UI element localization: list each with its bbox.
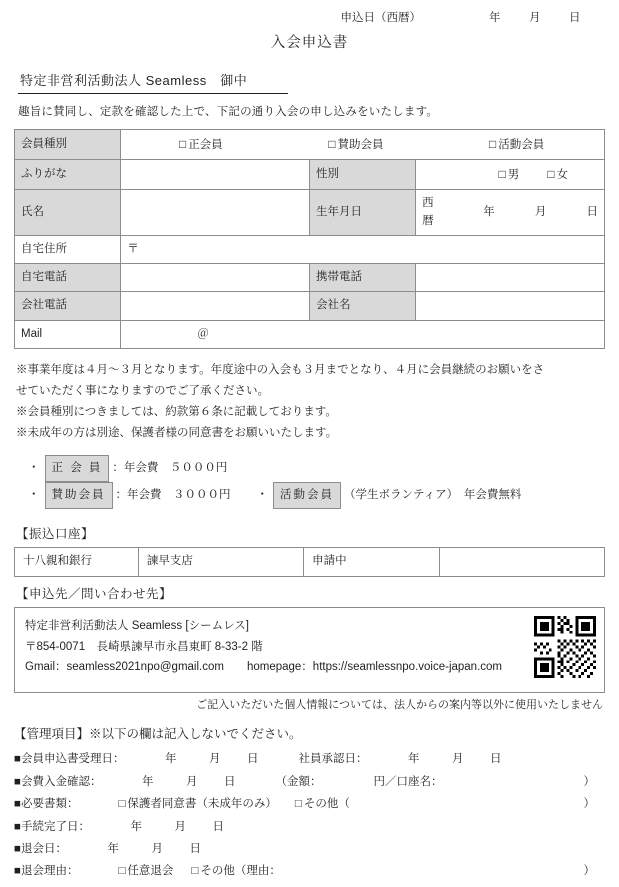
fee-chip-regular: 正 会 員 (45, 455, 110, 482)
table-row (15, 129, 605, 159)
company-name-label: 会社名 (309, 292, 415, 320)
checkbox-male[interactable]: □ 男 (499, 165, 520, 184)
contact-box (14, 607, 605, 693)
bank-table (14, 547, 605, 576)
mail-input[interactable] (121, 320, 605, 348)
checkbox-guardian-consent[interactable]: □ 保護者同意書（未成年のみ） (118, 793, 276, 815)
fee-chip-supporting: 賛助会員 (45, 482, 113, 509)
checkbox-regular-member[interactable]: □ 正会員 (179, 135, 223, 154)
table-row (15, 190, 605, 236)
zip-mark: 〒 (127, 242, 139, 255)
table-row (15, 320, 605, 348)
birth-era-label: 西暦 (422, 197, 434, 227)
home-address-label: 自宅住所 (15, 235, 121, 263)
fee-text-active: （学生ボランティア） 年会費無料 (344, 488, 522, 501)
application-date-label: 申込日（西暦） (340, 12, 421, 24)
note-line: せていただく事になりますのでご了承ください。 (16, 384, 269, 397)
checkbox-female[interactable]: □ 女 (547, 165, 568, 184)
home-tel-label: 自宅電話 (15, 264, 121, 292)
fee-row-supporting: ・ 賛助会員 ：年会費 ３０００円 ・ 活動会員 （学生ボランティア） 年会費無料 (28, 482, 605, 509)
payment-year: 年 (141, 775, 154, 788)
page-title: 入会申込書 (270, 35, 349, 52)
fee-chip-active: 活動会員 (273, 482, 341, 509)
receipt-day: 日 (246, 753, 259, 766)
home-tel-input[interactable] (121, 264, 310, 292)
birth-month-label: 月 (534, 205, 547, 218)
bank-branch: 諫早支店 (138, 548, 303, 576)
checkbox-other-reason[interactable]: □ その他（理由： (191, 860, 280, 882)
fee-row-regular: ・ 正 会 員 ：年会費 ５０００円 (28, 455, 605, 482)
furigana-input[interactable] (121, 160, 310, 190)
company-tel-input[interactable] (121, 292, 310, 320)
admin-label-completion-date: ■手続完了日： (14, 820, 90, 833)
table-row (15, 235, 605, 263)
receipt-year: 年 (164, 753, 177, 766)
birth-day-label: 日 (586, 205, 599, 218)
bank-status: 申請中 (304, 548, 440, 576)
name-input[interactable] (121, 190, 310, 236)
completion-month: 月 (174, 820, 186, 833)
payment-account-label: 円／口座名： (373, 775, 443, 788)
company-name-input[interactable] (416, 292, 605, 320)
qr-code (534, 616, 596, 678)
member-type-options[interactable] (121, 129, 605, 159)
contact-org: 特定非営利活動法人 Seamless [シームレス] (25, 620, 249, 633)
approval-day: 日 (489, 753, 502, 766)
withdrawal-day: 日 (189, 842, 201, 855)
completion-day: 日 (212, 820, 224, 833)
table-row (15, 160, 605, 190)
receipt-month: 月 (208, 753, 221, 766)
company-tel-label: 会社電話 (15, 292, 121, 320)
contact-address: 〒854-0071 長崎県諫早市永昌東町 8-33-2 階 (25, 640, 263, 653)
approval-month: 月 (451, 753, 464, 766)
admin-label-payment: ■会費入金確認： (14, 775, 102, 788)
application-date-line (14, 10, 605, 27)
gender-label: 性別 (309, 160, 415, 190)
admin-block (14, 722, 605, 883)
lead-paragraph: 趣旨に賛同し、定款を確認した上で、下記の通り入会の申し込みをいたします。 (18, 105, 439, 118)
fee-text-regular: ：年会費 ５０００円 (112, 461, 228, 474)
mobile-tel-input[interactable] (416, 264, 605, 292)
note-line: ※未成年の方は別途、保護者様の同意書をお願いいたします。 (16, 426, 338, 439)
contact-mail-homepage: Gmail：seamless2021npo@gmail.com homepage：https://seamlessnpo.voice-japan.com (25, 660, 503, 673)
furigana-label: ふりがな (15, 160, 121, 190)
gender-options[interactable] (416, 160, 605, 190)
mail-label: Mail (15, 320, 121, 348)
table-row (15, 548, 605, 576)
note-line: ※会員種別につきましては、約款第６条に記載しております。 (16, 405, 337, 418)
mobile-tel-label: 携帯電話 (309, 264, 415, 292)
notes-block (16, 361, 603, 443)
table-row (15, 292, 605, 320)
bank-section-heading: 【振込口座】 (16, 526, 95, 541)
day-unit: 日 (569, 12, 581, 24)
payment-month: 月 (185, 775, 198, 788)
payment-amount-label: （金額： (275, 775, 322, 788)
birthdate-label: 生年月日 (309, 190, 415, 236)
admin-label-approval-date: 社員承認日： (298, 753, 368, 766)
admin-heading: 【管理項目】※以下の欄は記入しないでください。 (14, 726, 302, 741)
addressee (18, 71, 605, 94)
checkbox-active-member[interactable]: □ 活動会員 (489, 135, 544, 154)
contact-section-heading: 【申込先／問い合わせ先】 (16, 586, 173, 601)
birth-year-label: 年 (483, 205, 495, 218)
documents-close-paren: ） (583, 798, 595, 811)
member-type-label: 会員種別 (15, 129, 121, 159)
bank-account (439, 548, 604, 576)
name-label: 氏名 (15, 190, 121, 236)
payment-day: 日 (223, 775, 236, 788)
admin-row-receipt-date (14, 748, 605, 770)
admin-row-withdrawal-date (14, 838, 605, 860)
note-line: ※事業年度は４月～３月となります。年度途中の入会も３月までとなり、４月に会員継続のお願いをさ (16, 363, 545, 376)
admin-label-documents: ■必要書類： (14, 798, 79, 811)
birthdate-input[interactable] (416, 190, 605, 236)
home-address-input[interactable] (121, 235, 605, 263)
privacy-note: ご記入いただいた個人情報については、法人からの案内等以外に使用いたしません (196, 699, 603, 712)
fee-block (28, 455, 605, 509)
admin-label-withdrawal-date: ■退会日： (14, 842, 67, 855)
admin-row-payment (14, 771, 605, 793)
admin-label-receipt-date: ■会員申込書受理日： (14, 753, 125, 766)
fee-text-supporting: ：年会費 ３０００円 (115, 488, 231, 501)
at-symbol: ＠ (197, 327, 209, 340)
bank-name: 十八親和銀行 (15, 548, 139, 576)
admin-row-documents (14, 793, 605, 815)
withdrawal-year: 年 (107, 842, 119, 855)
withdrawal-month: 月 (151, 842, 163, 855)
checkbox-supporting-member[interactable]: □ 賛助会員 (328, 135, 383, 154)
addressee-text: 特定非営利活動法人 Seamless 御中 (18, 71, 288, 94)
applicant-info-table (14, 129, 605, 349)
admin-label-withdrawal-reason: ■退会理由： (14, 865, 79, 878)
admin-row-completion-date (14, 816, 605, 838)
checkbox-voluntary-withdrawal[interactable]: □ 任意退会 (118, 860, 173, 882)
approval-year: 年 (407, 753, 420, 766)
checkbox-other-document[interactable]: □ その他（ (295, 793, 350, 815)
completion-year: 年 (130, 820, 142, 833)
reason-close-paren: ） (583, 865, 595, 878)
table-row (15, 264, 605, 292)
payment-close-paren: ） (583, 775, 595, 788)
month-unit: 月 (529, 12, 541, 24)
admin-row-withdrawal-reason (14, 860, 605, 882)
year-unit: 年 (489, 12, 501, 24)
